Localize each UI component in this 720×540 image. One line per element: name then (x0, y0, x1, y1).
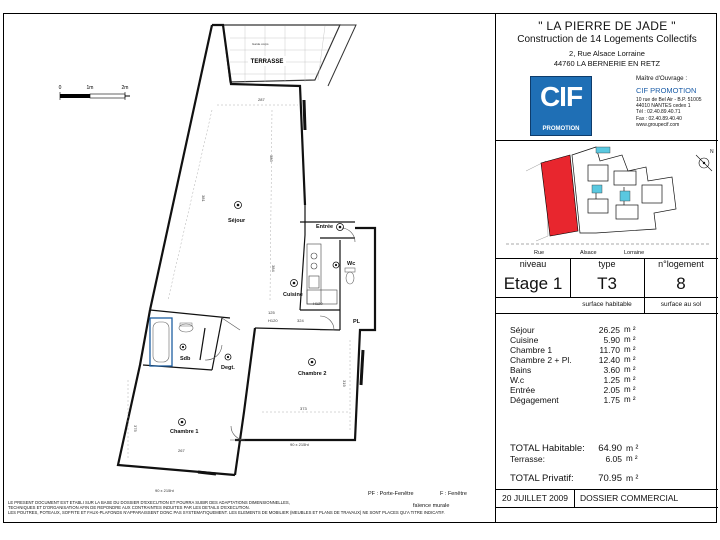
dim-381: 381 (201, 195, 206, 202)
surface-room: Chambre 2 + Pl. (510, 355, 572, 365)
north-label: N (710, 149, 714, 155)
dim-373: 373 (300, 406, 307, 411)
room-label-sejour: Séjour (228, 218, 246, 224)
dim-287: 287 (258, 97, 265, 102)
surface-sol-label: surface au sol (660, 301, 702, 308)
terrasse-unit: m ² (626, 454, 638, 463)
scale-label-2m: 2m (121, 85, 129, 91)
surface-unit: m ² (624, 345, 636, 354)
dimension-labels (133, 42, 347, 493)
disclaimer (8, 500, 488, 515)
separator (496, 313, 718, 314)
client-address: 10 rue de Bel Air - B.P. 51005 (636, 97, 702, 103)
kitchen-counter (307, 244, 337, 304)
surface-row (510, 375, 710, 385)
surface-row (510, 335, 710, 345)
north-arrow-icon (696, 149, 714, 171)
cif-logo-caption: PROMOTION (542, 126, 580, 132)
surface-unit: m ² (624, 365, 636, 374)
surface-row (510, 395, 710, 405)
scale-bar (59, 85, 130, 100)
dim-h120-b: H120 (268, 318, 278, 323)
client-city: 44010 NANTES cedex 1 (636, 103, 691, 110)
total-habitable-unit: m ² (626, 443, 639, 453)
walls-outer (118, 25, 375, 475)
surface-unit: m ² (624, 355, 636, 364)
surface-room: Entrée (510, 385, 536, 395)
surfaces-list (510, 325, 710, 405)
client-name: CIF PROMOTION (636, 86, 697, 95)
terrasse-label: Terrasse: (510, 454, 545, 464)
surface-area: 2.05 (603, 385, 620, 395)
surface-room: Séjour (510, 325, 535, 335)
terrasse-value: 6.05 (605, 454, 622, 464)
room-markers (179, 202, 344, 426)
surface-unit: m ² (624, 375, 636, 384)
surface-area: 11.70 (599, 345, 620, 355)
legend-f: F : Fenêtre (440, 491, 467, 497)
numero-label: n°logement (658, 259, 704, 269)
client-heading: Maître d'Ouvrage : (636, 75, 688, 82)
cif-logo-text: CIF (539, 81, 583, 112)
room-label-pl: PL (353, 319, 361, 325)
terrace-label: TERRASSE (250, 59, 284, 65)
legend-faience: faïence murale (413, 503, 450, 509)
door-dim-ch2: 90 x 215ht (290, 442, 309, 447)
niveau-label: niveau (519, 259, 547, 269)
street-label-3: Lorraine (624, 250, 645, 256)
project-title: " LA PIERRE DE JADE " (538, 19, 676, 33)
surface-room: Chambre 1 (510, 345, 553, 355)
surface-area: 26.25 (598, 325, 620, 335)
room-label-chambre1: Chambre 1 (170, 429, 199, 435)
surface-habitable-label: surface habitable (582, 301, 632, 308)
street-label-2: Alsace (580, 250, 597, 256)
room-label-degt: Degt. (221, 365, 235, 371)
dim-h120: H120 (313, 301, 323, 306)
room-label-wc: Wc (347, 261, 356, 267)
niveau-value: Etage 1 (503, 274, 563, 293)
surface-area: 12.40 (598, 355, 620, 365)
doors (205, 228, 355, 440)
surface-area: 1.75 (603, 395, 620, 405)
location-map (496, 141, 718, 258)
client-fax: Fax : 02.40.89.40.40 (636, 115, 682, 122)
total-habitable-label: TOTAL Habitable: (510, 443, 585, 454)
total-privatif-unit: m ² (626, 473, 639, 483)
numero-value: 8 (676, 274, 686, 293)
dim-384: 384 (271, 265, 276, 272)
room-label-cuisine: Cuisine (283, 292, 303, 298)
address-line-1: 2, Rue Alsace Lorraine (569, 49, 645, 58)
surface-row (510, 355, 710, 365)
separator (496, 489, 718, 490)
separator (496, 297, 718, 298)
address-line-2: 44760 LA BERNERIE EN RETZ (553, 59, 661, 68)
type-value: T3 (597, 274, 617, 293)
disclaimer-line-3: LES POUTRES, POTEAUX, SOFFITE ET FAUX-PLAFONDS N'APPARAISSENT DONC PAS SYSTEMATIQUEMENT. LES ELEMENTS DE MOBILIER (MEUBLES ET PLANS DE TRAVAUX) NE SONT PLACES QU'A TITRE INDICATIF. (8, 510, 445, 515)
street-label-1: Rue (534, 250, 545, 256)
total-habitable-value: 64.90 (598, 443, 622, 454)
dim-267: 267 (178, 448, 185, 453)
room-label-sdb: Sdb (180, 356, 191, 362)
surface-unit: m ² (624, 395, 636, 404)
surface-room: Bains (510, 365, 532, 375)
cif-logo (530, 76, 592, 136)
total-privatif-label: TOTAL Privatif: (510, 473, 574, 484)
windows (198, 100, 363, 474)
footer-date: 20 JUILLET 2009 (502, 493, 568, 503)
surface-area: 5.90 (603, 335, 620, 345)
surface-area: 3.60 (603, 365, 620, 375)
surface-unit: m ² (624, 335, 636, 344)
surface-row (510, 345, 710, 355)
surface-row (510, 365, 710, 375)
surface-row (510, 385, 710, 395)
terrace (223, 25, 356, 86)
footer-dossier: DOSSIER COMMERCIAL (580, 493, 679, 503)
scale-label-1m: 1m (86, 85, 94, 91)
total-privatif-value: 70.95 (598, 473, 622, 484)
door-dim-ch1: 90 x 215ht (155, 488, 174, 493)
surface-area: 1.25 (603, 375, 620, 385)
surface-room: W.c (510, 375, 525, 385)
surface-row (510, 325, 710, 335)
surface-unit: m ² (624, 385, 636, 394)
separator (496, 507, 718, 508)
wc-fixture (345, 268, 355, 284)
surface-unit: m ² (624, 325, 636, 334)
room-label-entree: Entrée (316, 224, 334, 230)
dimension-lines (128, 105, 350, 460)
column-divider (574, 489, 575, 507)
dim-319: 319 (342, 380, 347, 387)
client-contact (636, 97, 702, 128)
room-label-chambre2: Chambre 2 (298, 371, 327, 377)
dim-383: 383 (269, 155, 274, 162)
type-label: type (598, 259, 616, 269)
disclaimer-line-1: LE PRESENT DOCUMENT EST ETABLI SUR LA BASE DU DOSSIER D'EXECUTION ET POURRA SUBIR DES ADAPTATIONS DIMENSIONNELLES, (8, 500, 290, 505)
terrace-note: Garde corps (252, 42, 269, 46)
info-panel (495, 13, 717, 523)
disclaimer-line-2: TECHNIQUES ET D'ORGANISATION AFIN DE REPONDRE AUX CONTRAINTES INDUITES PAR LES DETAILS D'EXECUTION. (8, 505, 250, 510)
column-divider (570, 259, 571, 297)
surface-room: Cuisine (510, 335, 539, 345)
legend-pf: PF : Porte-Fenêtre (368, 491, 414, 497)
project-subtitle: Construction de 14 Logements Collectifs (517, 34, 697, 45)
dim-324: 324 (297, 318, 304, 323)
surface-room: Dégagement (510, 395, 559, 405)
room-names (170, 218, 361, 435)
client-web: www.groupecif.com (636, 121, 680, 128)
lot-highlight (541, 155, 578, 236)
dim-375: 375 (133, 425, 138, 432)
dim-125: 125 (268, 310, 275, 315)
scale-label-0: 0 (58, 85, 62, 91)
client-tel: Tél : 02.40.89.40.71 (636, 109, 681, 116)
